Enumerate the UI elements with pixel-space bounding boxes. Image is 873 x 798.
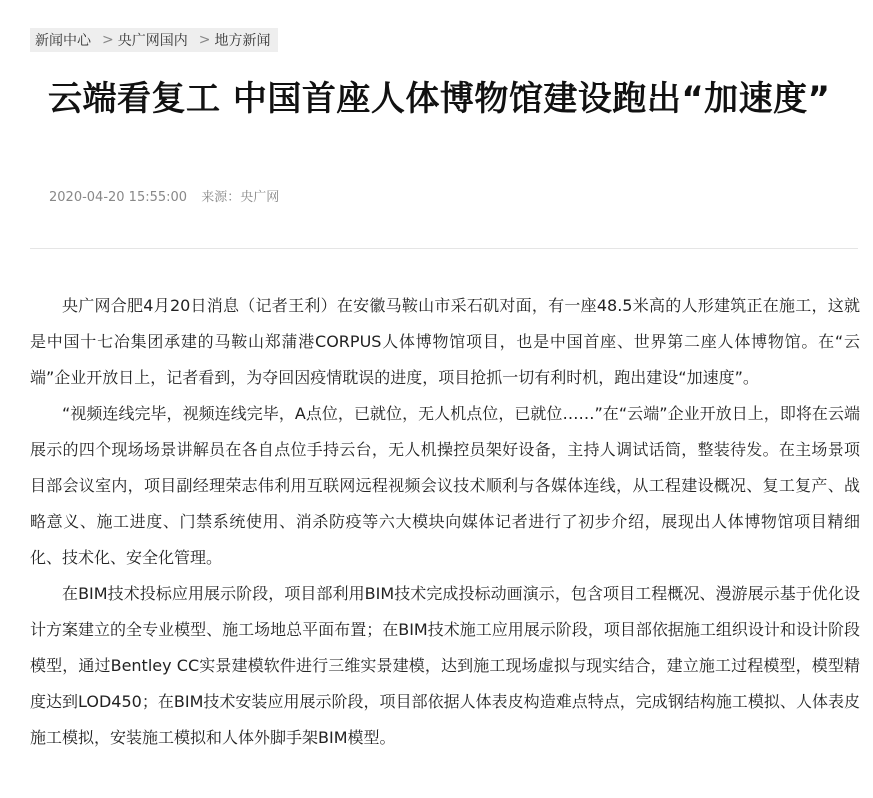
article-datetime: 2020-04-20 15:55:00: [49, 190, 188, 205]
article-source: 央广网: [240, 190, 280, 205]
article-title: 云端看复工 中国首座人体博物馆建设跑出“加速度”: [48, 79, 831, 119]
article-body: [30, 288, 860, 756]
article-paragraph: “视频连线完毕，视频连线完毕，A点位，已就位，无人机点位，已就位……”在“云端”企业开放日上，即将在云端展示的四个现场场景讲解员在各自点位手持云台，无人机操控员架好设备，主持人调试话筒，整装待发。在主场景项目部会议室内，项目副经理荣志伟利用互联网远程视频会议技术顺利与各媒体连线，从工程建设概况、复工复产、战略意义、施工进度、门禁系统使用、消杀防疫等六大模块向媒体记者进行了初步介绍，展现出人体博物馆项目精细化、技术化、安全化管理。: [30, 404, 860, 567]
article-paragraph: 央广网合肥4月20日消息（记者王利）在安徽马鞍山市采石矶对面，有一座48.5米高的人形建筑正在施工，这就是中国十七冶集团承建的马鞍山郑蒲港CORPUS人体博物馆项目，也是中国首座、世界第二座人体博物馆。在“云端”企业开放日上，记者看到，为夺回因疫情耽误的进度，项目抢抓一切有利时机，跑出建设“加速度”。: [30, 296, 860, 387]
breadcrumb-link-news-center[interactable]: 新闻中心: [35, 33, 91, 49]
header-divider: [30, 248, 858, 249]
breadcrumb-link-domestic[interactable]: 央广网国内: [117, 33, 188, 49]
breadcrumb-separator: >: [102, 32, 114, 48]
breadcrumb: [30, 28, 278, 52]
breadcrumb-separator: >: [198, 32, 211, 48]
breadcrumb-link-local-news[interactable]: 地方新闻: [214, 33, 271, 49]
article-meta: [49, 186, 279, 205]
source-label: 来源：: [201, 190, 241, 205]
article-paragraph: 在BIM技术投标应用展示阶段，项目部利用BIM技术完成投标动画演示，包含项目工程概况、漫游展示基于优化设计方案建立的全专业模型、施工场地总平面布置；在BIM技术施工应用展示阶段，项目部依据施工组织设计和设计阶段模型，通过Bentley CC实景建模软件进行三维实景建模，达到施工现场虚拟与现实结合，建立施工过程模型，模型精度达到LOD450；在BIM技术安装应用展示阶段，项目部依据人体表皮构造难点特点，完成钢结构施工模拟、人体表皮施工模拟，安装施工模拟和人体外脚手架BIM模型。: [30, 584, 860, 747]
